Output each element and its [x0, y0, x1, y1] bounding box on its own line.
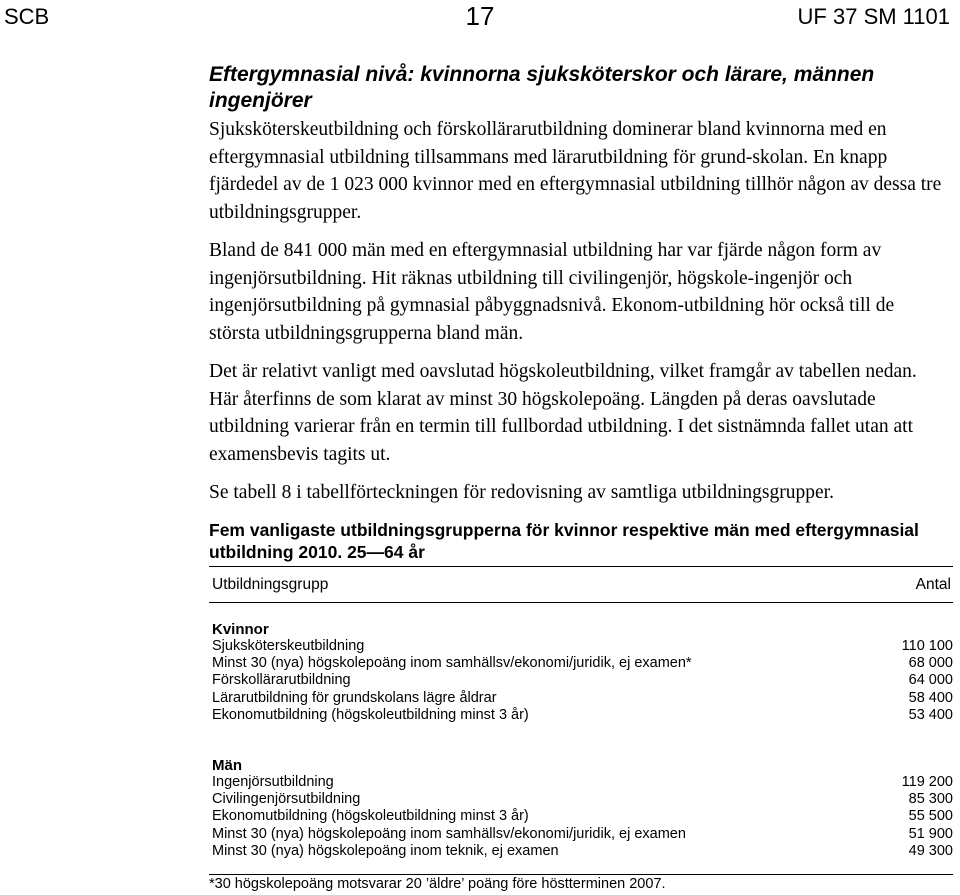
row-label: Minst 30 (nya) högskolepoäng inom samhällsv/ekonomi/juridik, ej examen* — [212, 655, 692, 672]
row-label: Ekonomutbildning (högskoleutbildning minst 3 år) — [212, 706, 529, 723]
row-value: 110 100 — [901, 638, 953, 654]
men-group — [209, 757, 953, 860]
women-group — [209, 621, 953, 724]
table-row — [209, 690, 953, 707]
table-bottom-rule — [209, 874, 953, 875]
row-label: Ingenjörsutbildning — [212, 774, 334, 790]
row-value: 55 500 — [908, 808, 953, 825]
table-footnote: *30 högskolepoäng motsvarar 20 ’äldre’ poäng före höstterminen 2007. — [209, 876, 666, 892]
table-row — [209, 808, 953, 825]
header-left: SCB — [4, 4, 50, 29]
group-label-women: Kvinnor — [212, 621, 269, 638]
column-header-group: Utbildningsgrupp — [212, 576, 329, 593]
section-heading: Eftergymnasial nivå: kvinnorna sjuksköterskor och lärare, männen ingenjörer — [209, 63, 875, 112]
group-label-men: Män — [212, 757, 242, 774]
paragraph: Bland de 841 000 män med en eftergymnasial utbildning har var fjärde någon form av ingenjörsutbildning. Hit räknas utbildning till civilingenjör, högskole-ingenjör och ingenjörsutbildning på gymnasial påbyggnadsnivå. Ekonom-utbildning hör också till de största utbildningsgrupperna bland män. — [209, 240, 895, 344]
row-value: 119 200 — [901, 774, 953, 790]
paragraph: Se tabell 8 i tabellförteckningen för redovisning av samtliga utbildningsgrupper. — [209, 482, 834, 503]
table-row — [209, 655, 953, 672]
table-row — [209, 791, 953, 808]
row-value: 85 300 — [908, 791, 953, 808]
column-header-count: Antal — [915, 576, 951, 593]
row-value: 68 000 — [908, 655, 953, 672]
row-label: Förskollärarutbildning — [212, 672, 351, 689]
table-row — [209, 826, 953, 843]
table-row — [209, 638, 953, 655]
table-row — [209, 672, 953, 689]
row-label: Ekonomutbildning (högskoleutbildning minst 3 år) — [212, 808, 529, 825]
table-row — [209, 843, 953, 860]
row-value: 49 300 — [908, 842, 953, 859]
row-label: Minst 30 (nya) högskolepoäng inom samhällsv/ekonomi/juridik, ej examen — [212, 825, 686, 842]
row-label: Minst 30 (nya) högskolepoäng inom teknik, ej examen — [212, 842, 559, 859]
row-label: Lärarutbildning för grundskolans lägre åldrar — [212, 689, 497, 706]
header-right: UF 37 SM 1101 — [797, 4, 950, 29]
table-title: Fem vanligaste utbildningsgrupperna för kvinnor respektive män med eftergymnasial utbildning 2010. 25—64 år — [209, 519, 919, 562]
row-value: 64 000 — [908, 672, 953, 689]
table-row — [209, 707, 953, 724]
table-header — [209, 572, 953, 603]
row-label: Civilingenjörsutbildning — [212, 791, 361, 808]
section-content — [209, 62, 949, 563]
row-value: 58 400 — [908, 689, 953, 706]
table-row — [209, 774, 953, 791]
paragraph: Sjuksköterskeutbildning och förskollärarutbildning dominerar bland kvinnorna med en eftergymnasial utbildning tillsammans med lärarutbildning för grund-skolan. En knapp fjärdedel av de 1 023 000 kvinnor med en eftergymnasial utbildning tillhör någon av dessa tre utbildningsgrupper. — [209, 119, 942, 223]
page-number: 17 — [465, 1, 495, 31]
paragraph: Det är relativt vanligt med oavslutad högskoleutbildning, vilket framgår av tabellen nedan. Här återfinns de som klarat av minst 30 högskolepoäng. Längden på deras oavslutade utbildning varierar från en termin till fullbordad utbildning. I det sistnämnda fallet utan att examensbevis tagits ut. — [209, 361, 917, 465]
row-value: 51 900 — [908, 825, 953, 842]
table-top-rule — [209, 566, 953, 567]
row-label: Sjuksköterskeutbildning — [212, 638, 365, 654]
row-value: 53 400 — [908, 706, 953, 723]
